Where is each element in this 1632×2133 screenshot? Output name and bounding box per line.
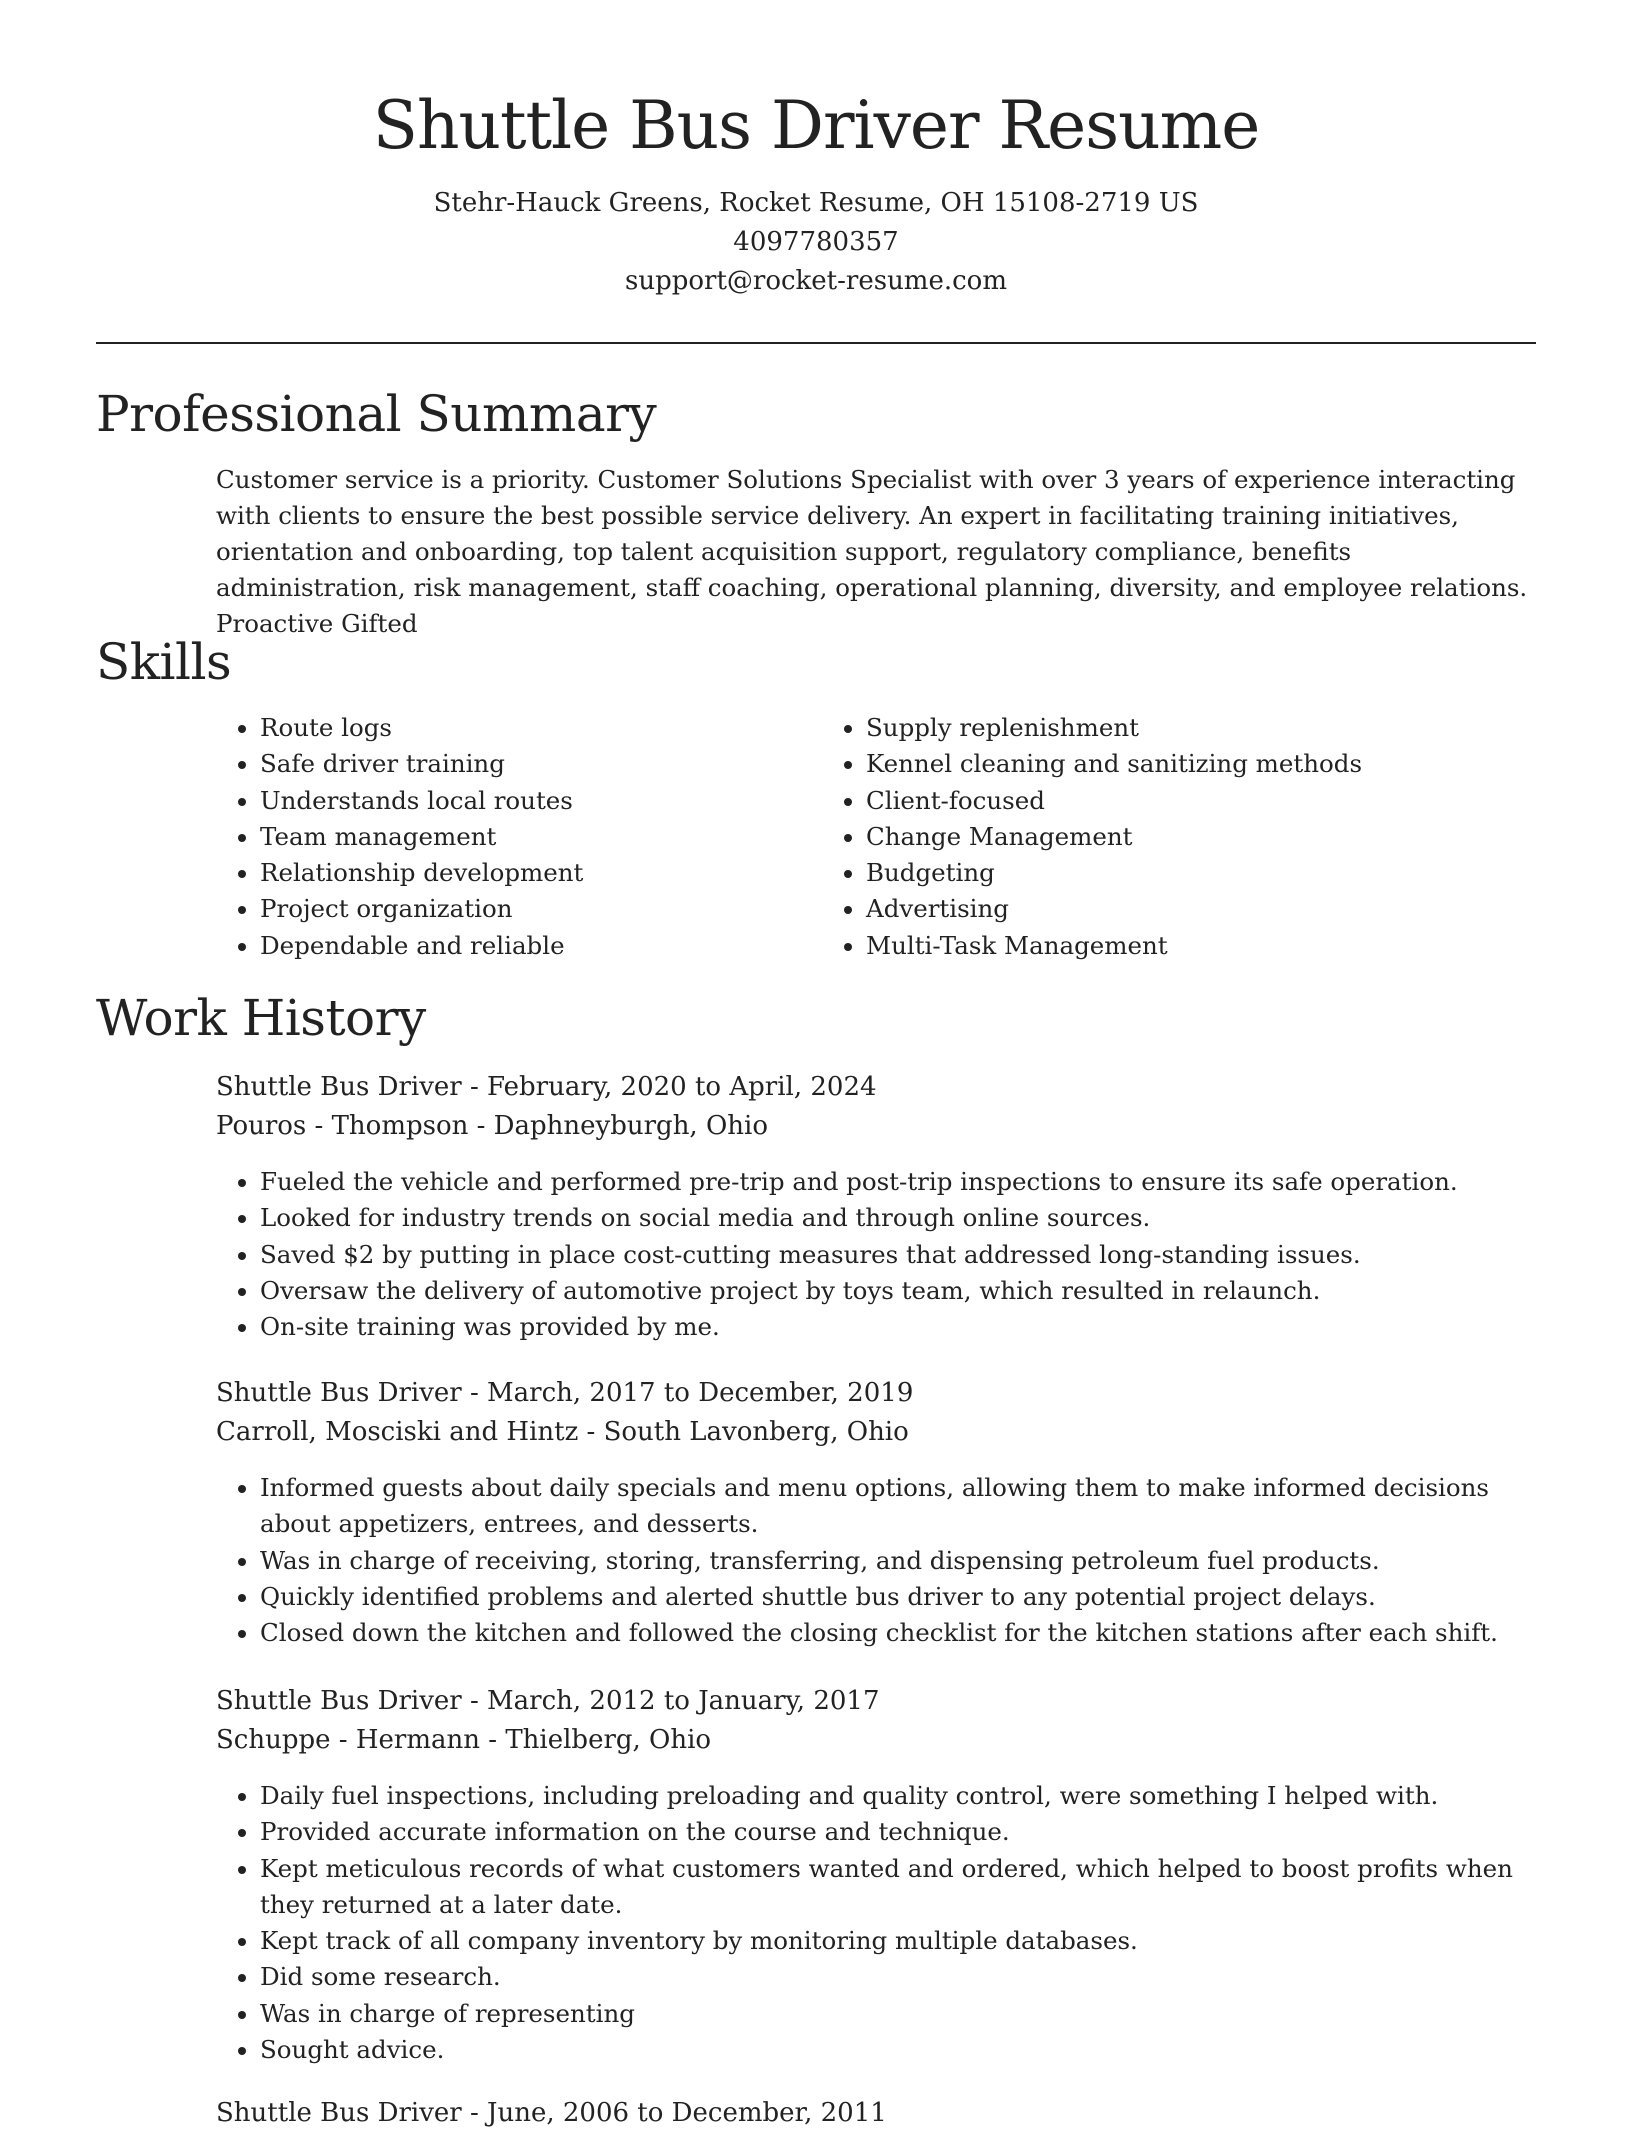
work-history-heading: Work History bbox=[96, 989, 426, 1047]
job-bullets bbox=[216, 1470, 1546, 1651]
job-entry bbox=[216, 1374, 1546, 1651]
job-bullet: • Was in charge of representing bbox=[260, 1996, 1546, 2032]
resume-header bbox=[0, 0, 1632, 301]
job-company-line bbox=[216, 1107, 1546, 1146]
summary-heading: Professional Summary bbox=[96, 385, 657, 443]
skill-item: • Project organization bbox=[260, 891, 822, 927]
job-bullet: • Daily fuel inspections, including preloading and quality control, were something I helped with. bbox=[260, 1778, 1546, 1814]
job-entry bbox=[216, 1068, 1546, 1345]
job-company: Pouros - Thompson bbox=[216, 1111, 469, 1141]
skill-item: • Understands local routes bbox=[260, 783, 822, 819]
skills-heading: Skills bbox=[96, 633, 232, 691]
job-title-line bbox=[216, 1374, 1546, 1413]
contact-phone: 4097780357 bbox=[733, 227, 899, 257]
skill-item: • Change Management bbox=[866, 819, 1502, 855]
job-bullet: • Looked for industry trends on social media and through online sources. bbox=[260, 1200, 1546, 1236]
skill-item: • Multi-Task Management bbox=[866, 928, 1502, 964]
skills-list bbox=[216, 710, 1546, 964]
skill-item: • Dependable and reliable bbox=[260, 928, 822, 964]
job-bullets bbox=[216, 1164, 1546, 1345]
skill-item: • Budgeting bbox=[866, 855, 1502, 891]
skill-item: • Safe driver training bbox=[260, 746, 822, 782]
resume-title: Shuttle Bus Driver Resume bbox=[372, 87, 1260, 164]
skill-item: • Relationship development bbox=[260, 855, 822, 891]
job-title: Shuttle Bus Driver bbox=[216, 2098, 462, 2128]
job-title-line bbox=[216, 1068, 1546, 1107]
skill-item: • Advertising bbox=[866, 891, 1502, 927]
job-bullets bbox=[216, 1778, 1546, 2068]
job-dates: - June, 2006 to December, 2011 bbox=[461, 2098, 887, 2128]
job-title: Shuttle Bus Driver bbox=[216, 1072, 462, 1102]
job-company-line bbox=[216, 1413, 1546, 1452]
skill-item: • Client-focused bbox=[866, 783, 1502, 819]
job-bullet: • On-site training was provided by me. bbox=[260, 1309, 1546, 1345]
job-bullet: • Oversaw the delivery of automotive project by toys team, which resulted in relaunch. bbox=[260, 1273, 1546, 1309]
job-bullet: • Was in charge of receiving, storing, transferring, and dispensing petroleum fuel products. bbox=[260, 1543, 1546, 1579]
job-dates: - February, 2020 to April, 2024 bbox=[461, 1072, 877, 1102]
skill-item: • Kennel cleaning and sanitizing methods bbox=[866, 746, 1502, 782]
job-company: Carroll, Mosciski and Hintz bbox=[216, 1417, 579, 1447]
job-bullet: • Provided accurate information on the course and technique. bbox=[260, 1814, 1546, 1850]
contact-email: support@rocket-resume.com bbox=[624, 266, 1007, 296]
job-bullet: • Quickly identified problems and alerted shuttle bus driver to any potential project delays. bbox=[260, 1579, 1546, 1615]
job-entry bbox=[216, 1682, 1546, 2068]
job-title: Shuttle Bus Driver bbox=[216, 1378, 462, 1408]
job-location: - Daphneyburgh, Ohio bbox=[468, 1111, 768, 1141]
job-title-line bbox=[216, 2094, 1546, 2133]
job-bullet: • Saved $2 by putting in place cost-cutting measures that addressed long-standing issues. bbox=[260, 1237, 1546, 1273]
job-bullet: • Informed guests about daily specials and menu options, allowing them to make informed decisions about appetizers, entrees, and desserts. bbox=[260, 1470, 1546, 1543]
skill-item: • Supply replenishment bbox=[866, 710, 1502, 746]
skill-item: • Route logs bbox=[260, 710, 822, 746]
job-title-line bbox=[216, 1682, 1546, 1721]
header-divider bbox=[96, 342, 1536, 344]
job-bullet: • Fueled the vehicle and performed pre-trip and post-trip inspections to ensure its safe operation. bbox=[260, 1164, 1546, 1200]
contact-block bbox=[0, 184, 1632, 301]
summary-text: Customer service is a priority. Customer Solutions Specialist with over 3 years of experience interacting with clients to ensure the best possible service delivery. An expert in facilitating training initiatives, orientation and onboarding, top talent acquisition support, regulatory compliance, benefits administration, risk management, staff coaching, operational planning, diversity, and employee relations. Proactive Gifted bbox=[216, 465, 1528, 638]
skills-column-right bbox=[822, 710, 1502, 964]
job-bullet: • Closed down the kitchen and followed the closing checklist for the kitchen stations after each shift. bbox=[260, 1615, 1546, 1651]
job-entry bbox=[216, 2094, 1546, 2133]
job-title: Shuttle Bus Driver bbox=[216, 1686, 462, 1716]
job-location: - Thielberg, Ohio bbox=[480, 1725, 712, 1755]
job-dates: - March, 2017 to December, 2019 bbox=[461, 1378, 914, 1408]
job-dates: - March, 2012 to January, 2017 bbox=[461, 1686, 880, 1716]
skill-item: • Team management bbox=[260, 819, 822, 855]
job-company: Schuppe - Hermann bbox=[216, 1725, 480, 1755]
contact-address: Stehr-Hauck Greens, Rocket Resume, OH 15108-2719 US bbox=[433, 188, 1199, 218]
job-bullet: • Kept track of all company inventory by monitoring multiple databases. bbox=[260, 1923, 1546, 1959]
skills-column-left bbox=[216, 710, 822, 964]
job-bullet: • Kept meticulous records of what customers wanted and ordered, which helped to boost profits when they returned at a later date. bbox=[260, 1851, 1546, 1924]
job-bullet: • Did some research. bbox=[260, 1959, 1546, 1995]
job-company-line bbox=[216, 1721, 1546, 1760]
job-bullet: • Sought advice. bbox=[260, 2032, 1546, 2068]
job-location: - South Lavonberg, Ohio bbox=[578, 1417, 909, 1447]
